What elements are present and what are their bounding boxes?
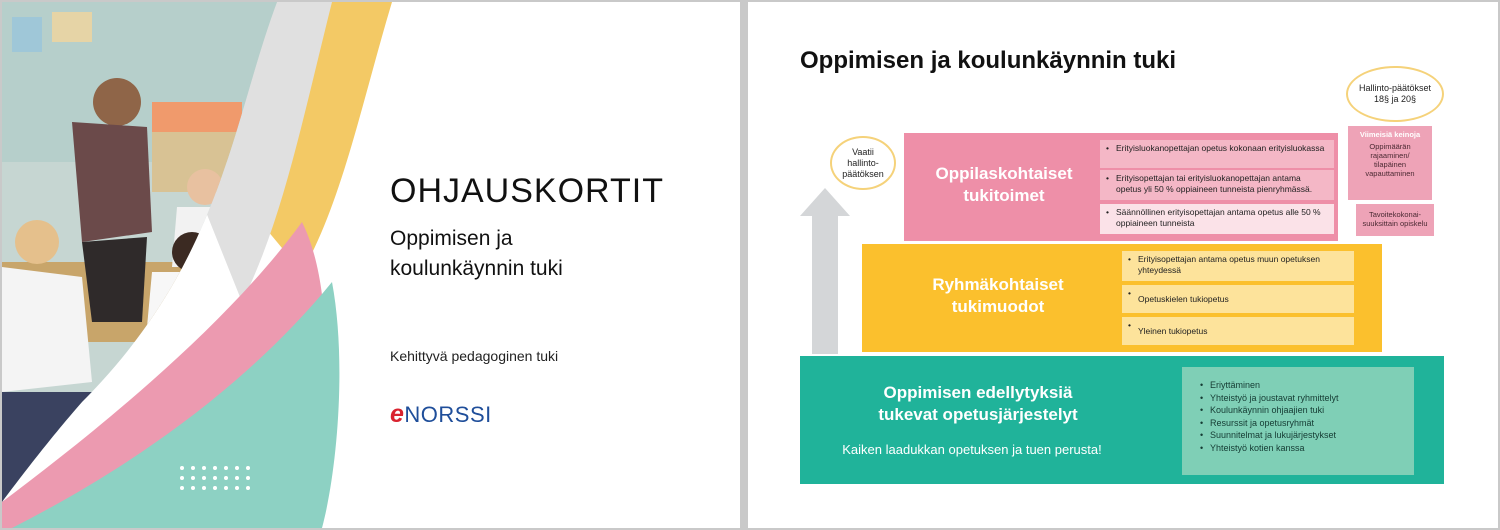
tier-middle-title	[908, 274, 1088, 318]
tier-middle-title-line2: tukimuodot	[951, 297, 1045, 316]
tier-middle-item: • Opetuskielen tukiopetus	[1122, 285, 1354, 313]
cover-slide	[2, 2, 740, 528]
tier-bottom-item: • Eriyttäminen	[1200, 379, 1414, 392]
last-resort-title: Viimeisiä keinoja	[1359, 130, 1421, 139]
tier-middle-title-line1: Ryhmäkohtaiset	[932, 275, 1064, 294]
tier-top-title	[914, 163, 1094, 207]
goal-study-box: Tavoitekokonai-suuksittain opiskelu	[1356, 204, 1434, 236]
tier-top-title-line1: Oppilaskohtaiset	[935, 164, 1073, 183]
last-resort-body: Oppimäärän rajaaminen/ tilapäinen vapauttaminen	[1365, 142, 1415, 178]
up-arrow-icon	[800, 188, 850, 354]
tier-bottom-title-line2: tukevat opetusjärjestelyt	[878, 405, 1078, 424]
cover-footer: Kehittyvä pedagoginen tuki	[390, 348, 559, 364]
tier-bottom-item: • Yhteistyö ja joustavat ryhmittelyt	[1200, 392, 1414, 405]
tier-bottom-item: • Resurssit ja opetusryhmät	[1200, 417, 1414, 430]
tier-bottom-title	[858, 382, 1098, 426]
cover-subtitle-line1: Oppimisen ja	[390, 227, 513, 250]
tier-middle-item: • Erityisopettajan antama opetus muun opetuksen yhteydessä	[1122, 251, 1354, 281]
tier-bottom-list	[1182, 367, 1414, 475]
tier-top-title-line2: tukitoimet	[963, 186, 1045, 205]
cover-title: OHJAUSKORTIT	[390, 172, 664, 210]
enorssi-logo	[390, 400, 492, 429]
oval-admin-decisions: Hallinto-päätökset 18§ ja 20§	[1346, 66, 1444, 122]
tier-top-item: • Säännöllinen erityisopettajan antama opetus alle 50 % oppiaineen tunneista	[1100, 204, 1334, 234]
tier-bottom-title-line1: Oppimisen edellytyksiä	[883, 383, 1073, 402]
cover-subtitle	[390, 224, 690, 284]
last-resort-box	[1348, 126, 1432, 200]
tier-bottom-item: • Koulunkäynnin ohjaajien tuki	[1200, 404, 1414, 417]
tier-bottom-note: Kaiken laadukkan opetuksen ja tuen perusta!	[842, 442, 1102, 457]
slide-title: Oppimisen ja koulunkäynnin tuki	[800, 47, 1177, 74]
tier-top-item: • Erityisluokanopettajan opetus kokonaan erityisluokassa	[1100, 140, 1334, 168]
logo-norssi: NORSSI	[404, 402, 492, 427]
classroom-photo	[2, 2, 405, 528]
oval-requires-decision: Vaatii hallinto-päätöksen	[830, 136, 896, 190]
tier-bottom-item: • Suunnitelmat ja lukujärjestykset	[1200, 429, 1414, 442]
support-pyramid-slide	[748, 2, 1498, 528]
logo-e: e	[390, 400, 405, 428]
tier-middle-item: • Yleinen tukiopetus	[1122, 317, 1354, 345]
cover-subtitle-line2: koulunkäynnin tuki	[390, 257, 563, 280]
tier-top-item: • Erityisopettajan tai erityisluokanopettajan antama opetus yli 50 % oppiaineen tunneista pienryhmässä.	[1100, 170, 1334, 200]
tier-bottom-item: • Yhteistyö kotien kanssa	[1200, 442, 1414, 455]
